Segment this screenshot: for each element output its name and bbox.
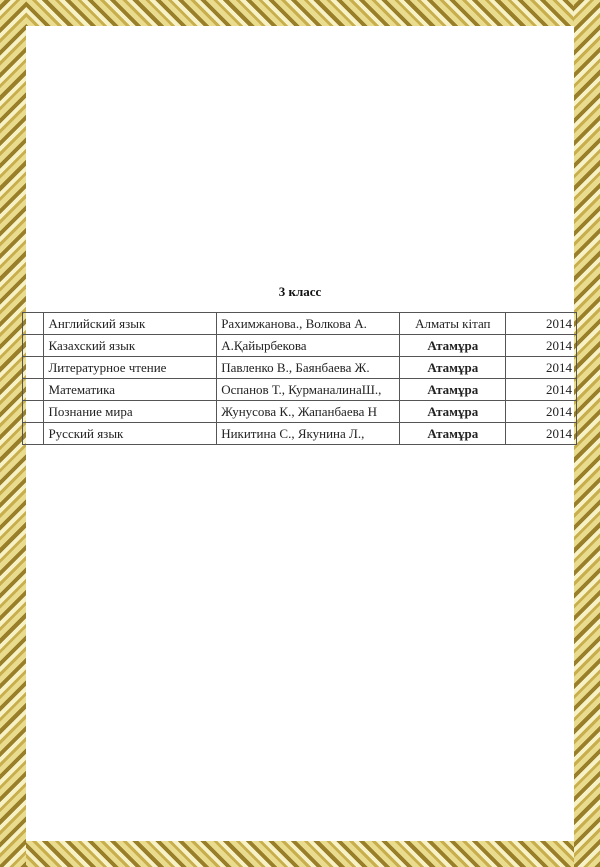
- row-spacer: [23, 335, 44, 357]
- year-cell: 2014: [506, 423, 577, 445]
- row-spacer: [23, 357, 44, 379]
- subject-cell: Английский язык: [44, 313, 217, 335]
- table-row: [23, 423, 577, 445]
- subject-cell: Математика: [44, 379, 217, 401]
- authors-cell: Рахимжанова., Волкова А.: [217, 313, 400, 335]
- page-heading: 3 класс: [278, 284, 322, 299]
- row-spacer: [23, 401, 44, 423]
- publisher-cell: Алматы кітап: [400, 313, 506, 335]
- row-spacer: [23, 423, 44, 445]
- publisher-cell: Атамұра: [400, 335, 506, 357]
- textbook-table: [22, 312, 577, 445]
- year-cell: 2014: [506, 335, 577, 357]
- year-cell: 2014: [506, 379, 577, 401]
- authors-cell: А.Қайырбекова: [217, 335, 400, 357]
- table-row: [23, 401, 577, 423]
- publisher-cell: Атамұра: [400, 401, 506, 423]
- year-cell: 2014: [506, 357, 577, 379]
- authors-cell: Оспанов Т., КурманалинаШ.,: [217, 379, 400, 401]
- decorative-border-top: [0, 0, 600, 26]
- authors-cell: Никитина С., Якунина Л.,: [217, 423, 400, 445]
- decorative-border-right: [574, 0, 600, 867]
- year-cell: 2014: [506, 401, 577, 423]
- subject-cell: Казахский язык: [44, 335, 217, 357]
- subject-cell: Литературное чтение: [44, 357, 217, 379]
- decorative-border-bottom: [0, 841, 600, 867]
- table-row: [23, 313, 577, 335]
- table-row: [23, 335, 577, 357]
- table-row: [23, 379, 577, 401]
- authors-cell: Павленко В., Баянбаева Ж.: [217, 357, 400, 379]
- publisher-cell: Атамұра: [400, 357, 506, 379]
- publisher-cell: Атамұра: [400, 379, 506, 401]
- year-cell: 2014: [506, 313, 577, 335]
- row-spacer: [23, 313, 44, 335]
- table-row: [23, 357, 577, 379]
- subject-cell: Русский язык: [44, 423, 217, 445]
- subject-cell: Познание мира: [44, 401, 217, 423]
- publisher-cell: Атамұра: [400, 423, 506, 445]
- authors-cell: Жунусова К., Жапанбаева Н: [217, 401, 400, 423]
- row-spacer: [23, 379, 44, 401]
